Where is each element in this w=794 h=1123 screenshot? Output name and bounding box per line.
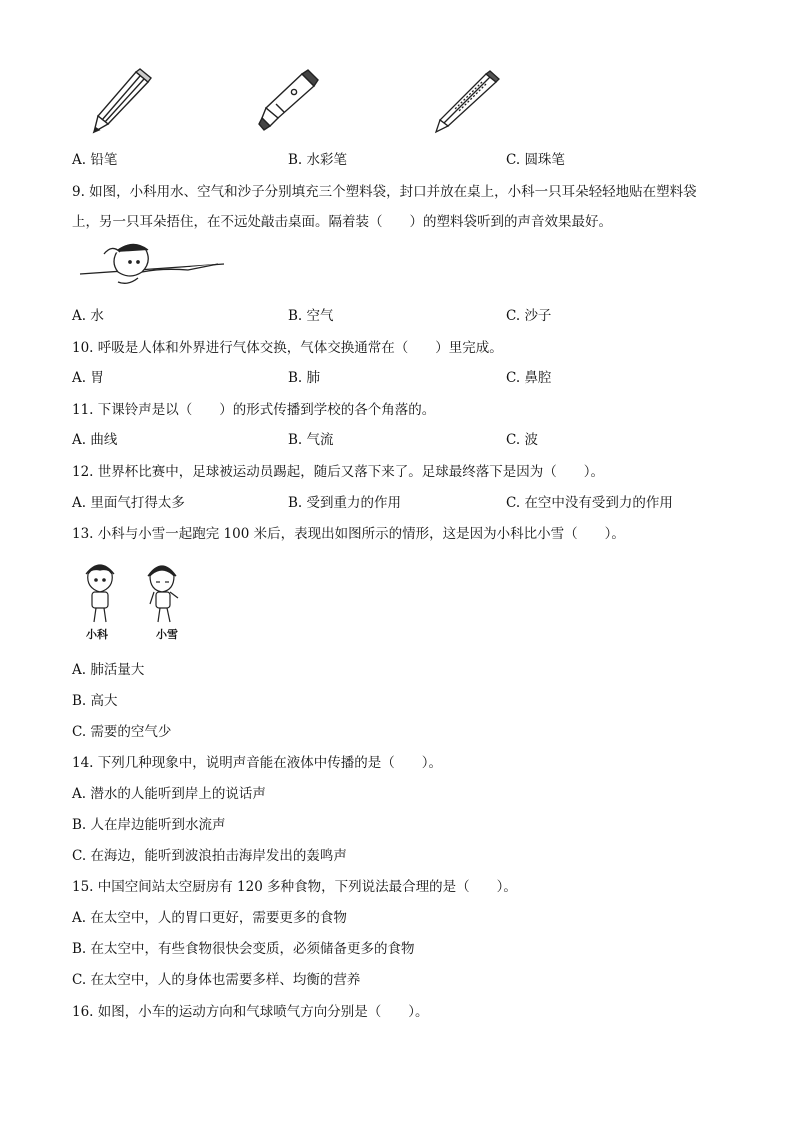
option-b[interactable]: B. 气流 [288, 432, 334, 448]
pencil-icon [90, 68, 154, 136]
option-b[interactable]: B. 人在岸边能听到水流声 [72, 817, 226, 833]
question-13-stem: 13. 小科与小雪一起跑完 100 米后，表现出如图所示的情形，这是因为小科比小雪（ ）。 [72, 526, 625, 542]
child-listening-at-table-icon [78, 240, 228, 292]
option-a[interactable]: A. 胃 [72, 370, 104, 386]
question-12-stem: 12. 世界杯比赛中，足球被运动员踢起，随后又落下来了。足球最终落下是因为（ ）。 [72, 464, 605, 480]
option-c[interactable]: C. 波 [506, 432, 538, 448]
xiaoke-child-icon [80, 560, 120, 628]
option-c[interactable]: C. 在空中没有受到力的作用 [506, 495, 673, 511]
option-a[interactable]: A. 铅笔 [72, 152, 118, 168]
question-11-stem: 11. 下课铃声是以（ ）的形式传播到学校的各个角落的。 [72, 402, 436, 418]
option-c[interactable]: C. 圆珠笔 [506, 152, 565, 168]
option-b[interactable]: B. 空气 [288, 308, 334, 324]
watercolor-pen-icon [256, 68, 322, 134]
option-a[interactable]: A. 里面气打得太多 [72, 495, 185, 511]
option-a[interactable]: A. 潜水的人能听到岸上的说话声 [72, 786, 266, 802]
question-9-line1: 9. 如图，小科用水、空气和沙子分别填充三个塑料袋，封口并放在桌上，小科一只耳朵轻轻地贴在塑料袋 [72, 184, 697, 200]
question-16-stem: 16. 如图，小车的运动方向和气球喷气方向分别是（ ）。 [72, 1004, 429, 1020]
option-b[interactable]: B. 水彩笔 [288, 152, 348, 168]
option-b[interactable]: B. 高大 [72, 693, 118, 709]
xiaoxue-child-icon [140, 560, 186, 628]
question-14-stem: 14. 下列几种现象中，说明声音能在液体中传播的是（ ）。 [72, 755, 443, 771]
option-a[interactable]: A. 肺活量大 [72, 662, 145, 678]
ballpoint-pen-icon [432, 70, 502, 134]
caption-xiaoke: 小科 [86, 628, 108, 641]
option-a[interactable]: A. 在太空中，人的胃口更好，需要更多的食物 [72, 910, 347, 926]
question-15-stem: 15. 中国空间站太空厨房有 120 多种食物，下列说法最合理的是（ ）。 [72, 879, 517, 895]
option-b[interactable]: B. 在太空中，有些食物很快会变质，必须储备更多的食物 [72, 941, 415, 957]
question-9-line2: 上，另一只耳朵捂住，在不远处敲击桌面。隔着装（ ）的塑料袋听到的声音效果最好。 [72, 214, 612, 230]
option-c[interactable]: C. 需要的空气少 [72, 724, 172, 740]
option-b[interactable]: B. 肺 [288, 370, 321, 386]
option-a[interactable]: A. 水 [72, 308, 104, 324]
option-c[interactable]: C. 沙子 [506, 308, 552, 324]
question-10-stem: 10. 呼吸是人体和外界进行气体交换，气体交换通常在（ ）里完成。 [72, 340, 503, 356]
caption-xiaoxue: 小雪 [156, 628, 178, 641]
option-c[interactable]: C. 在太空中，人的身体也需要多样、均衡的营养 [72, 972, 361, 988]
option-b[interactable]: B. 受到重力的作用 [288, 495, 402, 511]
option-c[interactable]: C. 在海边，能听到波浪拍击海岸发出的轰鸣声 [72, 848, 347, 864]
option-a[interactable]: A. 曲线 [72, 432, 118, 448]
option-c[interactable]: C. 鼻腔 [506, 370, 552, 386]
